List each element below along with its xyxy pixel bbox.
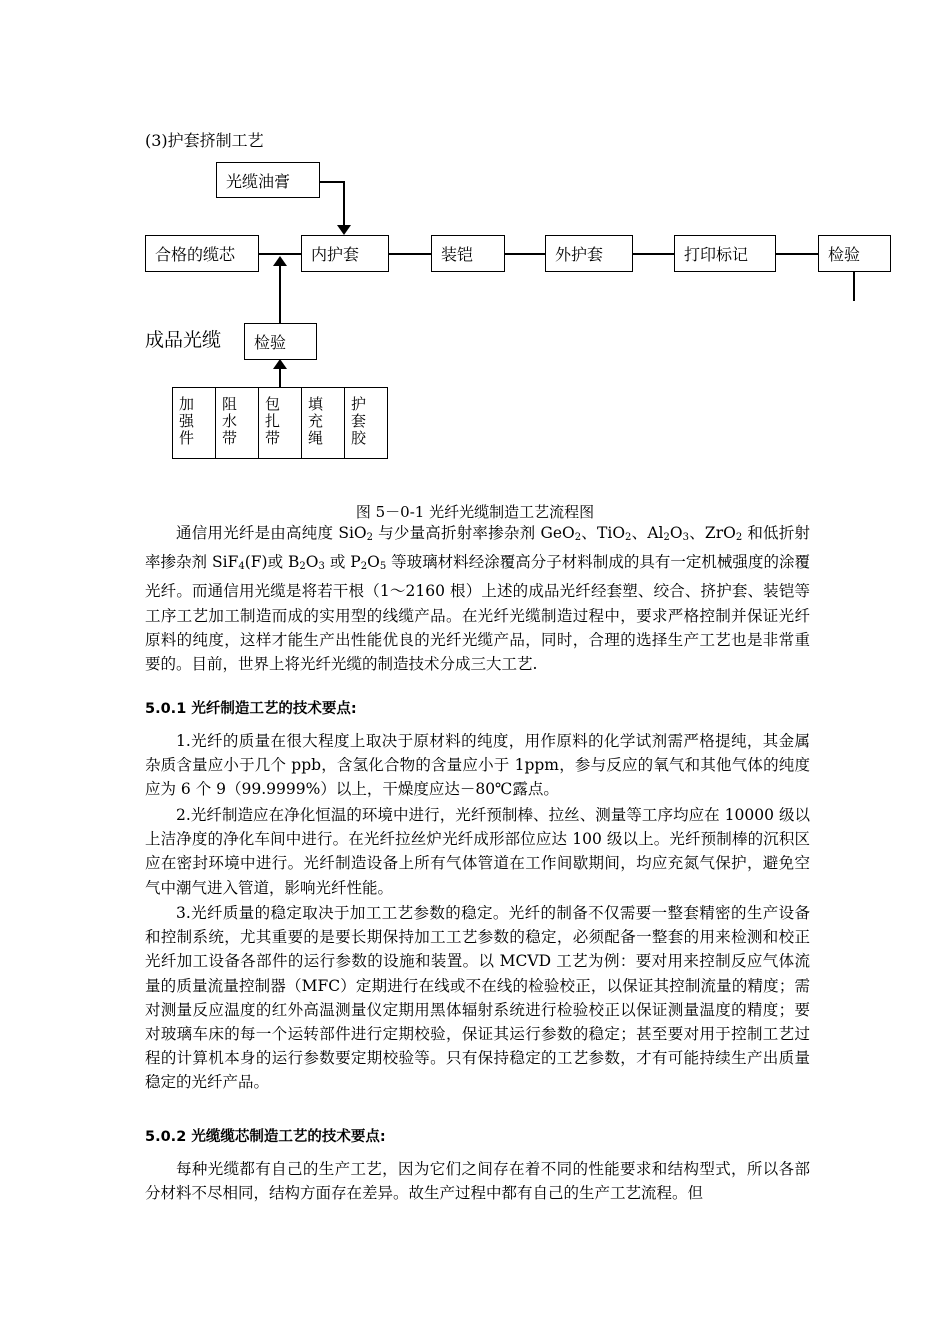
print-mark-box: 打印标记	[674, 235, 776, 272]
finished-cable-label: 成品光缆	[145, 329, 222, 351]
material-char: 护	[351, 395, 367, 413]
armor-box: 装铠	[431, 235, 505, 272]
grease-box: 光缆油膏	[216, 162, 320, 198]
section-label: (3)护套挤制工艺	[145, 131, 264, 150]
item-2-paragraph: 2.光纤制造应在净化恒温的环境中进行，光纤预制棒、拉丝、测量等工序均应在 10000 级以上洁净度的净化车间中进行。在光纤拉丝炉光纤成形部位应达 100 级以上。光纤预制棒的沉积区应在密封环境中进行。光纤制造设备上所有气体管道在工作间歇期间，均应充氮气保护，避免空气中潮气进入管道，影响光纤性能。	[145, 806, 811, 897]
material-filler-rope	[301, 387, 345, 459]
material-inspect-box: 检验	[244, 323, 317, 360]
connector-armor-outer	[505, 253, 545, 255]
material-char: 件	[179, 429, 195, 447]
qualified-core-box: 合格的缆芯	[145, 235, 259, 272]
grease-arrow-v	[343, 181, 345, 227]
material-char: 填	[308, 395, 324, 413]
material-char: 强	[179, 412, 195, 430]
outer-jacket-box: 外护套	[545, 235, 633, 272]
material-water-blocking-tape	[215, 387, 259, 459]
inner-jacket-box: 内护套	[301, 235, 389, 272]
item-1-paragraph: 1.光纤的质量在很大程度上取决于原材料的纯度，用作原料的化学试剂需严格提纯，其金属杂质含量应小于几个 ppb，含氢化合物的含量应小于 1ppm，参与反应的氧气和其他气体的纯度应为 6 个 9（99.9999%）以上，干燥度应达－80℃露点。	[145, 732, 810, 799]
materials-arrow-v	[279, 367, 281, 387]
material-char: 充	[308, 412, 324, 430]
final-inspect-box: 检验	[818, 235, 891, 272]
material-jacket-compound	[344, 387, 388, 459]
material-char: 加	[179, 395, 195, 413]
final-paragraph: 每种光缆都有自己的生产工艺，因为它们之间存在着不同的性能要求和结构型式，所以各部分材料不尽相同，结构方面存在差异。故生产过程中都有自己的生产工艺流程。但	[145, 1160, 810, 1203]
connector-final-down	[853, 272, 855, 301]
connector-core-inner	[259, 253, 301, 255]
section-heading-501: 5.0.1 光纤制造工艺的技术要点:	[145, 701, 357, 717]
material-strength-member	[172, 387, 216, 459]
material-char: 扎	[265, 412, 281, 430]
arrow-down-icon	[337, 225, 351, 236]
arrow-up-icon	[273, 359, 287, 370]
connector-print-inspect	[776, 253, 818, 255]
connector-inner-armor	[389, 253, 431, 255]
material-char: 胶	[351, 429, 367, 447]
material-char: 绳	[308, 429, 324, 447]
connector-outer-print	[633, 253, 674, 255]
material-binding-tape	[258, 387, 302, 459]
material-char: 包	[265, 395, 281, 413]
grease-arrow-h	[320, 181, 344, 183]
material-char: 带	[265, 429, 281, 447]
inspect-arrow-v	[279, 264, 281, 323]
material-char: 带	[222, 429, 238, 447]
section-heading-502: 5.0.2 光缆缆芯制造工艺的技术要点:	[145, 1129, 386, 1145]
intro-paragraph: 通信用光纤是由高纯度 SiO$_2$ 与少量高折射率掺杂剂 GeO$_2$、TiO$_2$、$Al_2O_3$、ZrO$_2$ 和低折射率掺杂剂 SiF$_4$(F)或 $B_2O_3$ 或 $P_2O_5$ 等玻璃材料经涂覆高分子材料制成的具有一定机械强度的涂覆光纤。而通信用光缆是将若干根（1～2160 根）上述的成品光纤经套塑、绞合、挤护套、装铠等工序工艺加工制造而成的实用型的线缆产品。在光纤光缆制造过程中，要求严格控制并保证光纤原料的纯度，这样才能生产出性能优良的光纤光缆产品，同时，合理的选择生产工艺也是非常重要的。目前，世界上将光纤光缆的制造技术分成三大工艺.	[145, 524, 810, 674]
material-char: 套	[351, 412, 367, 430]
arrow-up-icon	[273, 256, 287, 267]
figure-caption: 图 5－0-1 光纤光缆制造工艺流程图	[355, 503, 595, 521]
item-3-paragraph: 3.光纤质量的稳定取决于加工工艺参数的稳定。光纤的制备不仅需要一整套精密的生产设备和控制系统，尤其重要的是要长期保持加工工艺参数的稳定，必须配备一整套的用来检测和校正光纤加工设备各部件的运行参数的设施和装置。以 MCVD 工艺为例：要对用来控制反应气体流量的质量流量控制器（MFC）定期进行在线或不在线的检验校正，以保证其控制流量的精度；需对测量反应温度的红外高温测量仪定期用黑体辐射系统进行检验校正以保证测量温度的精度；要对玻璃车床的每一个运转部件进行定期校验，保证其运行参数的稳定；甚至要对用于控制工艺过程的计算机本身的运行参数要定期校验等。只有保持稳定的工艺参数，才有可能持续生产出质量稳定的光纤产品。	[145, 904, 810, 1092]
material-char: 水	[222, 412, 238, 430]
material-char: 阻	[222, 395, 238, 413]
